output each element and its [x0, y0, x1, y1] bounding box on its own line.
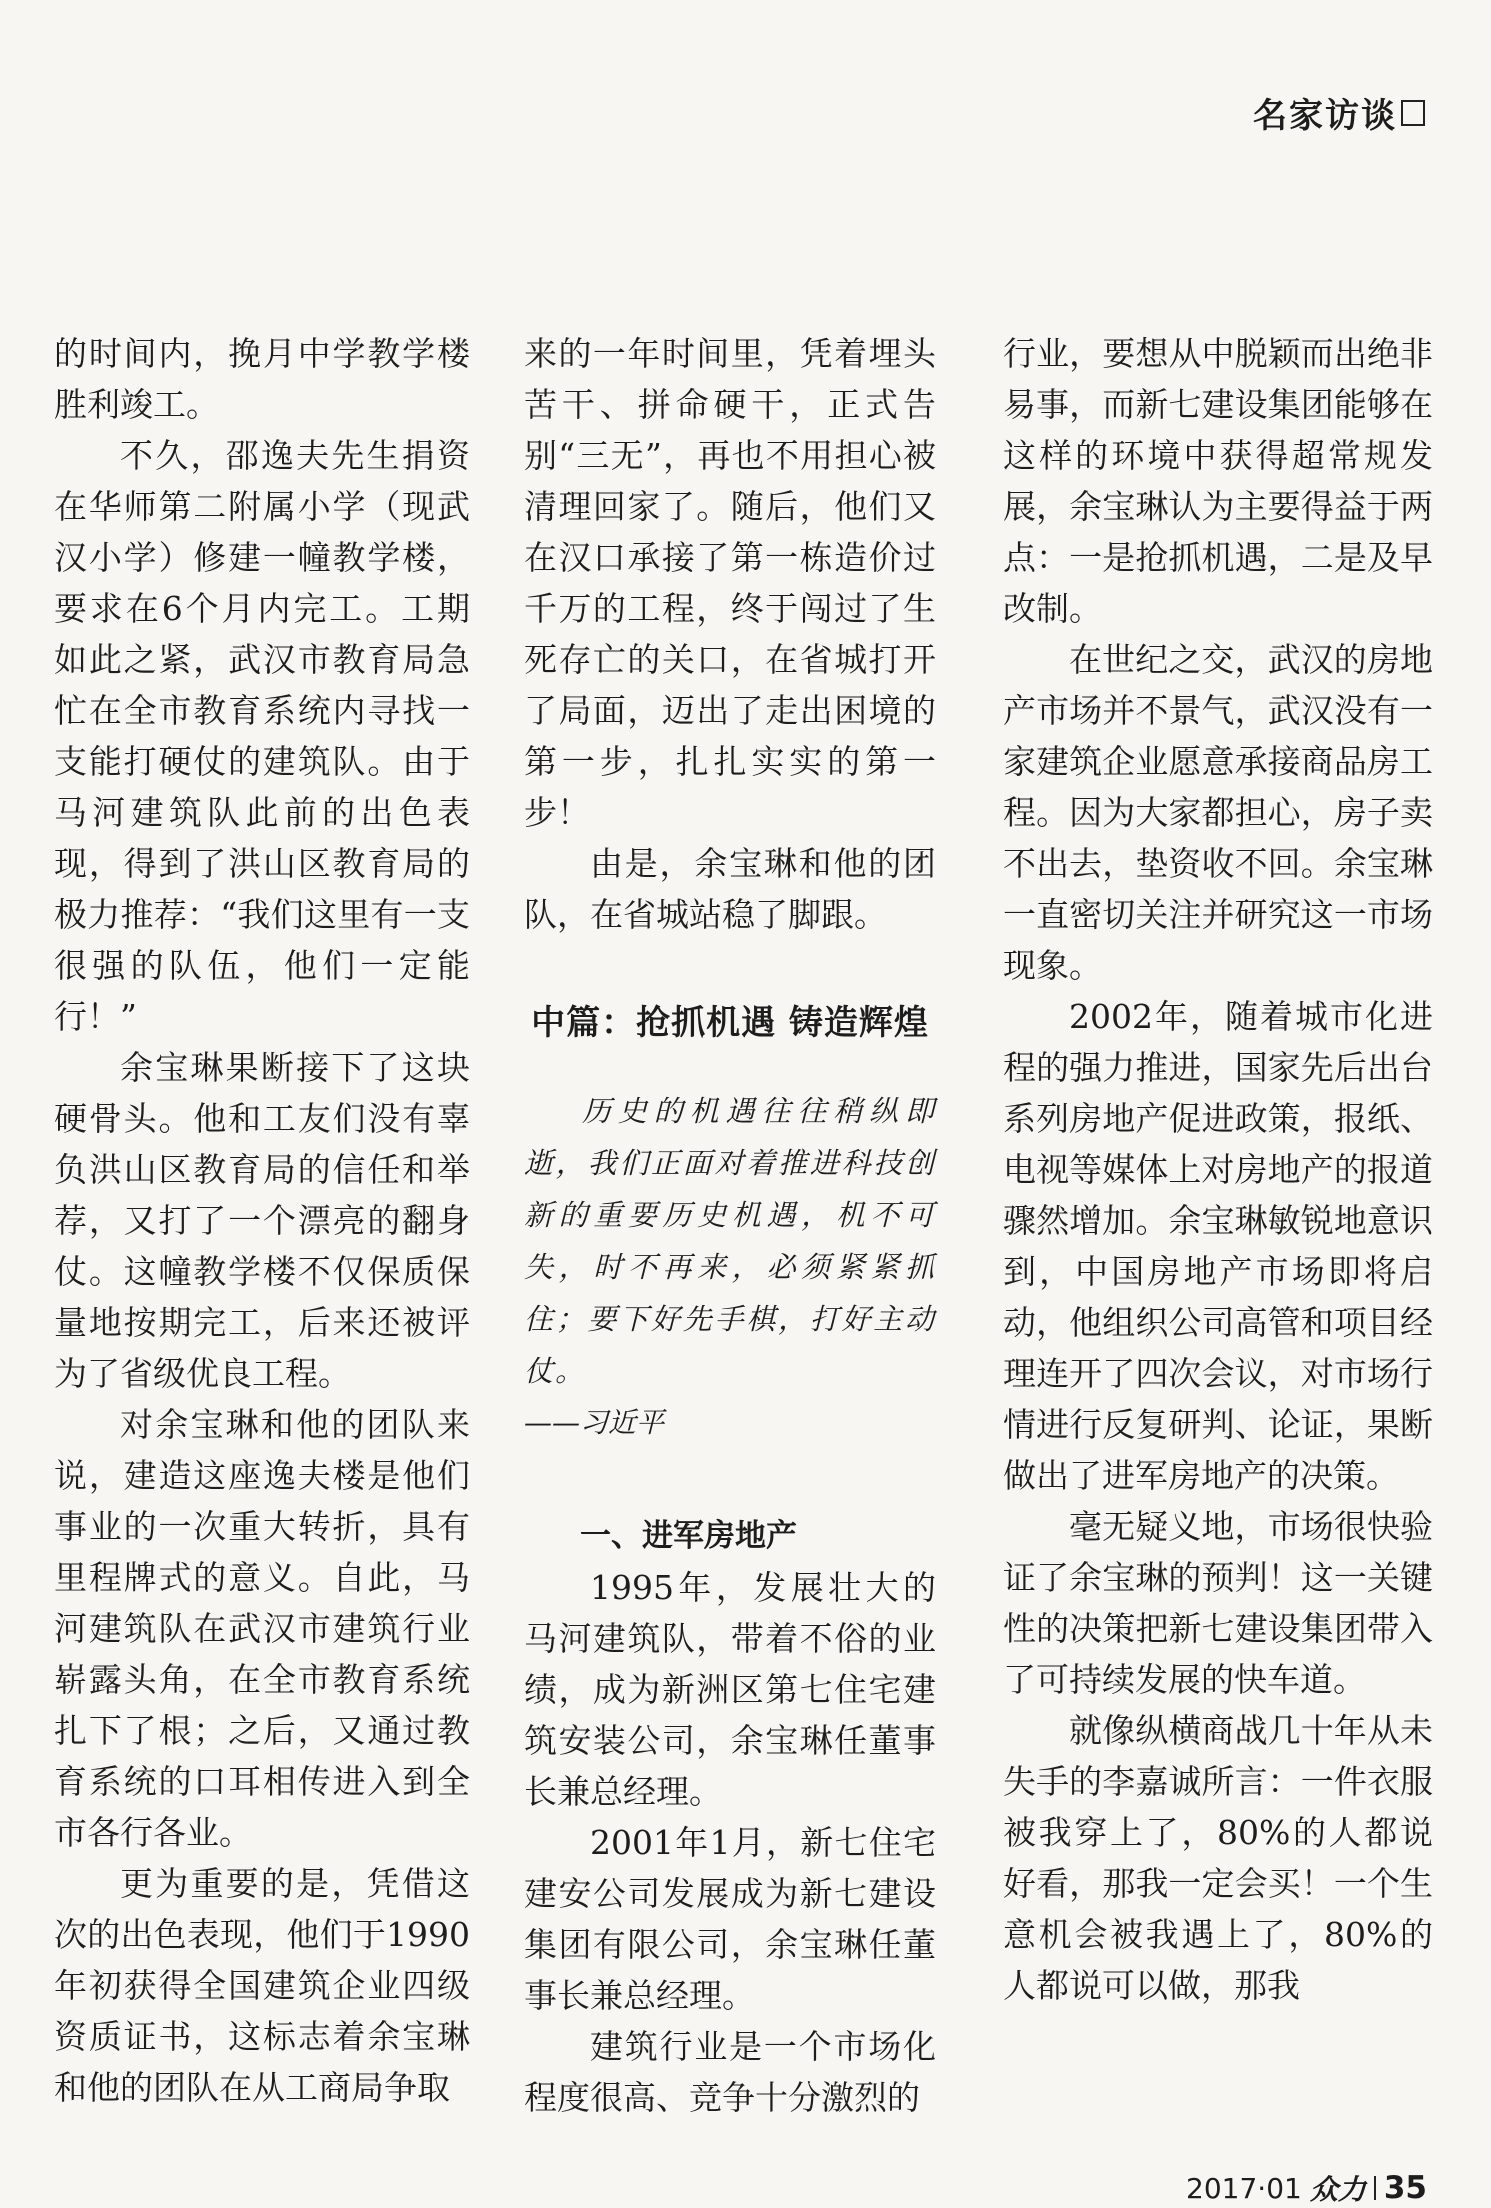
paragraph: 来的一年时间里，凭着埋头苦干、拼命硬干，正式告别“三无”，再也不用担心被清理回家了。随后，他们又在汉口承接了第一栋造价过千万的工程，终于闯过了生死存亡的关口，在省城打开了局面，迈出了走出困境的第一步，扎扎实实的第一步！: [524, 334, 936, 832]
section-name: 名家访谈: [1253, 96, 1397, 136]
paragraph: 不久，邵逸夫先生捐资在华师第二附属小学（现武汉小学）修建一幢教学楼，要求在6个月内完工。工期如此之紧，武汉市教育局急忙在全市教育系统内寻找一支能打硬仗的建筑队。由于马河建筑队此前的出色表现，得到了洪山区教育局的极力推荐：“我们这里有一支很强的队伍，他们一定能行！”: [54, 436, 470, 1036]
column-1: [54, 328, 470, 2113]
paragraph: 更为重要的是，凭借这次的出色表现，他们于1990年初获得全国建筑企业四级资质证书，这标志着余宝琳和他的团队在从工商局争取: [54, 1864, 470, 2107]
square-icon: [1401, 100, 1425, 126]
divider: [1374, 2176, 1376, 2200]
subsection-title: 一、进军房地产: [580, 1518, 797, 1554]
paragraph: 的时间内，挽月中学教学楼胜利竣工。: [54, 334, 470, 424]
issue-date: 2017·01: [1186, 2171, 1302, 2205]
paragraph: 由是，余宝琳和他的团队，在省城站稳了脚跟。: [524, 844, 936, 934]
column-2: [524, 328, 936, 2123]
paragraph: 余宝琳果断接下了这块硬骨头。他和工友们没有辜负洪山区教育局的信任和举荐，又打了一个漂亮的翻身仗。这幢教学楼不仅保质保量地按期完工，后来还被评为了省级优良工程。: [54, 1048, 470, 1393]
magazine-logo: 众力: [1309, 2173, 1366, 2206]
paragraph: 行业，要想从中脱颖而出绝非易事，而新七建设集团能够在这样的环境中获得超常规发展，余宝琳认为主要得益于两点：一是抢抓机遇，二是及早改制。: [1003, 334, 1433, 628]
epigraph-quote: 历史的机遇往往稍纵即逝，我们正面对着推进科技创新的重要历史机遇，机不可失，时不再来，必须紧紧抓住；要下好先手棋，打好主动仗。: [524, 1094, 936, 1388]
page-footer: [1186, 2168, 1427, 2208]
paragraph: 1995年，发展壮大的马河建筑队，带着不俗的业绩，成为新洲区第七住宅建筑安装公司，余宝琳任董事长兼总经理。: [524, 1568, 936, 1811]
paragraph: 2002年，随着城市化进程的强力推进，国家先后出台系列房地产促进政策，报纸、电视等媒体上对房地产的报道骤然增加。余宝琳敏锐地意识到，中国房地产市场即将启动，他组织公司高管和项目经理连开了四次会议，对市场行情进行反复研判、论证，果断做出了进军房地产的决策。: [1003, 997, 1433, 1495]
column-3: [1003, 328, 1433, 2011]
section-title: 中篇：抢抓机遇 铸造辉煌: [531, 1003, 929, 1043]
paragraph: 毫无疑义地，市场很快验证了余宝琳的预判！这一关键性的决策把新七建设集团带入了可持续发展的快车道。: [1003, 1507, 1433, 1699]
paragraph: 2001年1月，新七住宅建安公司发展成为新七建设集团有限公司，余宝琳任董事长兼总经理。: [524, 1823, 936, 2015]
paragraph: 在世纪之交，武汉的房地产市场并不景气，武汉没有一家建筑企业愿意承接商品房工程。因为大家都担心，房子卖不出去，垫资收不回。余宝琳一直密切关注并研究这一市场现象。: [1003, 640, 1433, 985]
section-header: [1253, 88, 1425, 137]
epigraph-signature: ——习近平: [524, 1406, 665, 1439]
paragraph: 就像纵横商战几十年从未失手的李嘉诚所言：一件衣服被我穿上了，80%的人都说好看，那我一定会买！一个生意机会被我遇上了，80%的人都说可以做，那我: [1003, 1711, 1433, 2005]
paragraph: 对余宝琳和他的团队来说，建造这座逸夫楼是他们事业的一次重大转折，具有里程牌式的意义。自此，马河建筑队在武汉市建筑行业崭露头角，在全市教育系统扎下了根；之后，又通过教育系统的口耳相传进入到全市各行各业。: [54, 1405, 470, 1852]
paragraph: 建筑行业是一个市场化程度很高、竞争十分激烈的: [524, 2027, 936, 2117]
page-number: 35: [1383, 2170, 1427, 2206]
